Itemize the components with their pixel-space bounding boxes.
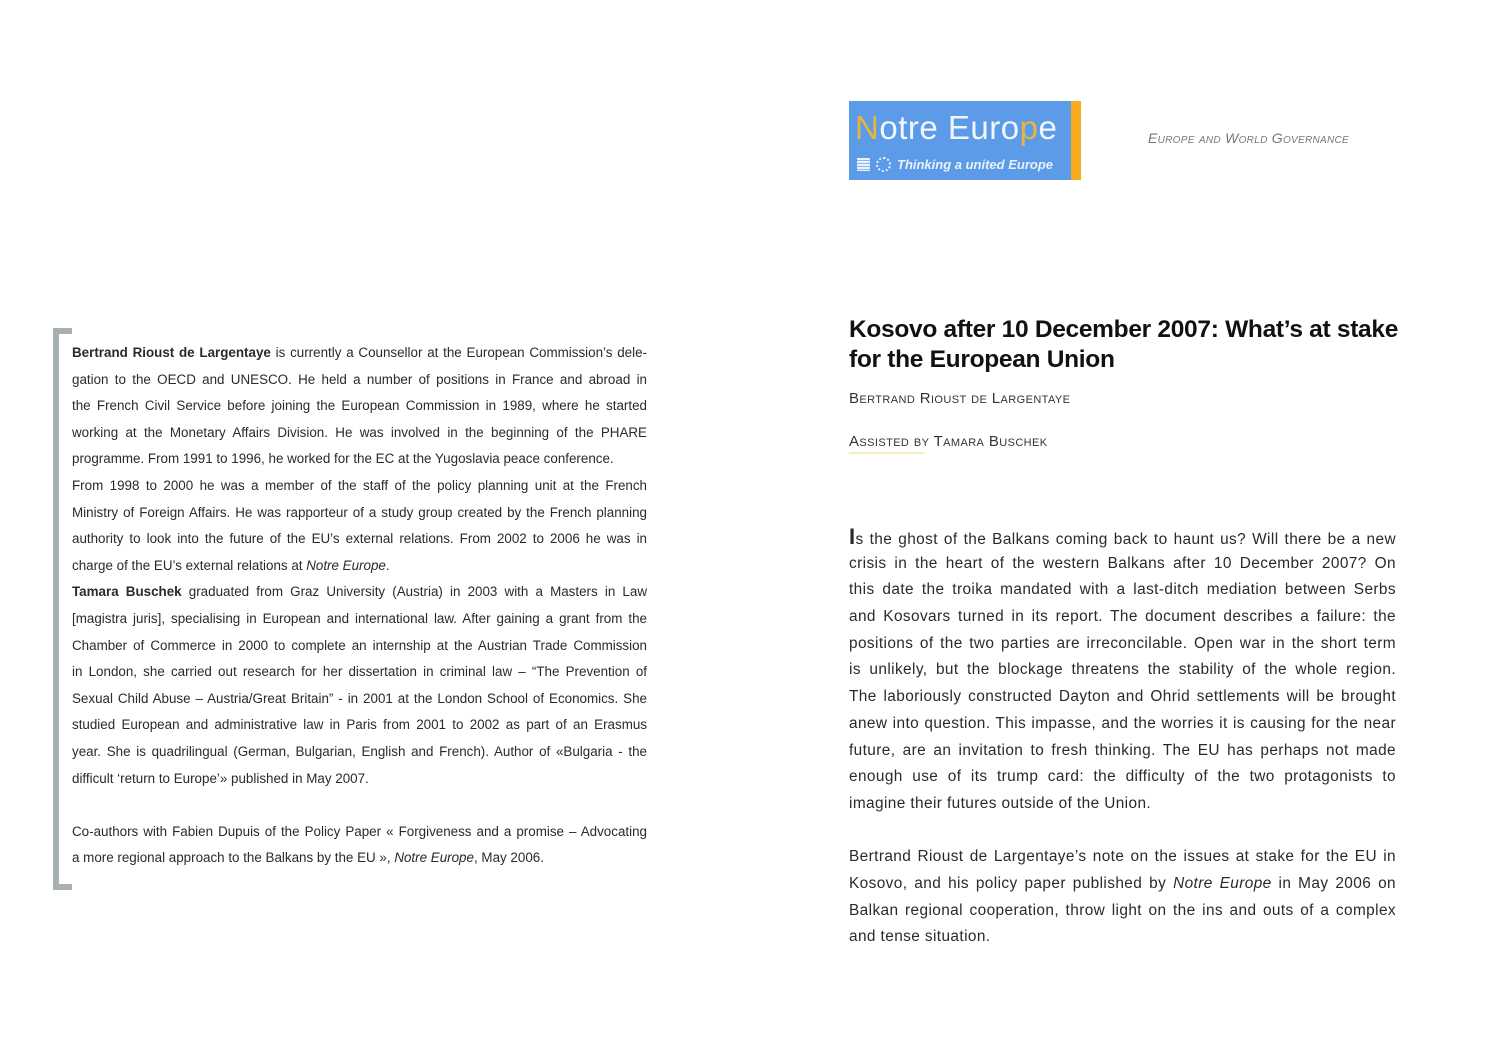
logo-title-initial: N bbox=[855, 109, 880, 146]
paragraph-gap bbox=[72, 792, 647, 819]
bio-bracket bbox=[53, 328, 59, 890]
text-run: Sexual Child Abuse – Austria/Great Britain” - in 2001 at the London School of Economics. She bbox=[72, 690, 647, 706]
text-run: Chamber of Commerce in 2000 to complete an internship at the Austrian Trade Commission bbox=[72, 637, 647, 653]
text-line bbox=[849, 551, 1396, 578]
text-line bbox=[72, 393, 647, 420]
italic-text: Notre Europe bbox=[394, 850, 474, 866]
text-run: the French Civil Service before joining the European Commission in 1989, where he started bbox=[72, 398, 647, 414]
logo-title-end: e bbox=[1038, 109, 1058, 146]
text-line bbox=[72, 606, 647, 633]
text-line bbox=[72, 446, 647, 473]
article-abstract bbox=[849, 524, 1396, 951]
text-line bbox=[72, 340, 647, 367]
eu-stars-icon bbox=[876, 157, 891, 172]
bold-name: Tamara Buschek bbox=[72, 584, 182, 600]
text-run: Balkan regional cooperation, throw light on the ins and outs of a complex bbox=[849, 901, 1396, 919]
text-line bbox=[72, 766, 647, 793]
text-run: a more regional approach to the Balkans by the EU », bbox=[72, 850, 395, 866]
text-run: enough use of its trump card: the difficulty of the two protagonists to bbox=[849, 768, 1396, 786]
logo-subtitle-text: Thinking a united Europe bbox=[897, 157, 1053, 172]
text-run: future, are an invitation to fresh thinking. The EU has perhaps not made bbox=[849, 741, 1396, 759]
text-run: s the ghost of the Balkans coming back to haunt us? Will there be a new bbox=[855, 531, 1396, 548]
text-run: in London, she carried out research for her dissertation in criminal law – “The Prevention of bbox=[72, 664, 647, 680]
logo-title-accent: p bbox=[1019, 109, 1039, 146]
article-assistant: Assisted by Tamara Buschek bbox=[849, 433, 1048, 450]
text-line bbox=[72, 500, 647, 527]
italic-text: Notre Europe bbox=[1173, 874, 1272, 892]
text-run: Bertrand Rioust de Largentaye’s note on the issues at stake for the EU in bbox=[849, 848, 1396, 866]
article-title bbox=[849, 315, 1409, 375]
text-line bbox=[72, 473, 647, 500]
bold-name: Bertrand Rioust de Largentaye bbox=[72, 345, 271, 360]
text-line bbox=[849, 871, 1396, 898]
text-line bbox=[72, 819, 647, 846]
paragraph-gap bbox=[849, 818, 1396, 845]
text-line bbox=[72, 739, 647, 766]
italic-text: Notre Europe bbox=[306, 557, 386, 573]
text-line bbox=[72, 659, 647, 686]
logo-subtitle bbox=[857, 157, 1053, 172]
text-run: . bbox=[385, 557, 390, 573]
text-run: anew into question. This impasse, and the worries it is causing for the near bbox=[849, 714, 1396, 732]
text-line bbox=[849, 604, 1396, 631]
text-line bbox=[849, 764, 1396, 791]
title-line-2: for the European Union bbox=[849, 346, 1115, 373]
text-run: is unlikely, but the blockage threatens the stability of the whole region. bbox=[849, 661, 1396, 679]
text-line bbox=[849, 684, 1396, 711]
text-run: imagine their futures outside of the Union. bbox=[849, 794, 1152, 812]
notre-europe-logo bbox=[849, 101, 1071, 180]
text-run: working at the Monetary Affairs Division. He was involved in the beginning of the PHARE bbox=[72, 424, 647, 440]
text-run: studied European and administrative law in Paris from 2001 to 2002 as part of an Erasmus bbox=[72, 717, 647, 733]
text-line bbox=[849, 924, 1396, 951]
text-run: , May 2006. bbox=[473, 850, 544, 866]
text-run: graduated from Graz University (Austria) in 2003 with a Masters in Law bbox=[181, 584, 647, 600]
text-line bbox=[849, 711, 1396, 738]
text-line bbox=[72, 712, 647, 739]
text-line bbox=[72, 526, 647, 553]
text-run: crisis in the heart of the western Balkans after 10 December 2007? On bbox=[849, 554, 1396, 572]
text-line bbox=[849, 631, 1396, 658]
text-run: Ministry of Foreign Affairs. He was rapporteur of a study group created by the French planning bbox=[72, 504, 647, 520]
text-line bbox=[72, 367, 647, 394]
text-run: The laboriously constructed Dayton and Ohrid settlements will be brought bbox=[849, 688, 1396, 706]
text-run: is currently a Counsellor at the European Commission’s dele- bbox=[270, 345, 647, 360]
document-icon bbox=[857, 158, 870, 171]
text-line bbox=[72, 579, 647, 606]
logo-title bbox=[855, 109, 1057, 147]
text-run: gation to the OECD and UNESCO. He held a number of positions in France and abroad in bbox=[72, 371, 647, 387]
text-line bbox=[849, 657, 1396, 684]
text-line bbox=[72, 553, 647, 580]
text-line bbox=[72, 686, 647, 713]
drop-cap: I bbox=[849, 524, 856, 549]
article-author: Bertrand Rioust de Largentaye bbox=[849, 390, 1071, 407]
text-line bbox=[72, 845, 647, 872]
logo-accent-bar bbox=[1071, 101, 1081, 180]
text-run: programme. From 1991 to 1996, he worked for the EC at the Yugoslavia peace conference. bbox=[72, 451, 614, 467]
text-run: and Kosovars turned in its report. The document describes a failure: the bbox=[849, 608, 1396, 626]
text-run: Co-authors with Fabien Dupuis of the Policy Paper « Forgiveness and a promise – Advocating bbox=[72, 823, 647, 839]
text-run: this date the troika mandated with a last-ditch mediation between Serbs bbox=[849, 581, 1396, 599]
text-line bbox=[849, 791, 1396, 818]
text-run: From 1998 to 2000 he was a member of the staff of the policy planning unit at the French bbox=[72, 477, 647, 493]
text-run: authority to look into the future of the EU’s external relations. From 2002 to 2006 he was in bbox=[72, 531, 647, 547]
highlight-mark bbox=[849, 452, 924, 454]
text-run: year. She is quadrilingual (German, Bulgarian, English and French). Author of «Bulgaria - the bbox=[72, 743, 647, 759]
text-line bbox=[849, 898, 1396, 925]
text-run: Kosovo, and his policy paper published by bbox=[849, 874, 1174, 892]
text-run: [magistra juris], specialising in European and international law. After gaining a grant from the bbox=[72, 610, 647, 626]
text-run: charge of the EU’s external relations at bbox=[72, 557, 307, 573]
author-biographies bbox=[72, 340, 647, 872]
title-line-1: Kosovo after 10 December 2007: What’s at stake bbox=[849, 316, 1399, 343]
text-run: positions of the two parties are irreconcilable. Open war in the short term bbox=[849, 634, 1396, 652]
text-line bbox=[72, 420, 647, 447]
text-line bbox=[849, 524, 1396, 551]
text-line bbox=[849, 738, 1396, 765]
text-run: and tense situation. bbox=[849, 928, 991, 946]
text-line bbox=[849, 577, 1396, 604]
text-run: difficult ‘return to Europe’» published in May 2007. bbox=[72, 770, 369, 786]
text-line bbox=[849, 844, 1396, 871]
text-run: in May 2006 on bbox=[1271, 874, 1396, 892]
logo-title-mid: otre Euro bbox=[879, 109, 1020, 146]
series-tagline: Europe and World Governance bbox=[1148, 130, 1350, 146]
text-line bbox=[72, 633, 647, 660]
